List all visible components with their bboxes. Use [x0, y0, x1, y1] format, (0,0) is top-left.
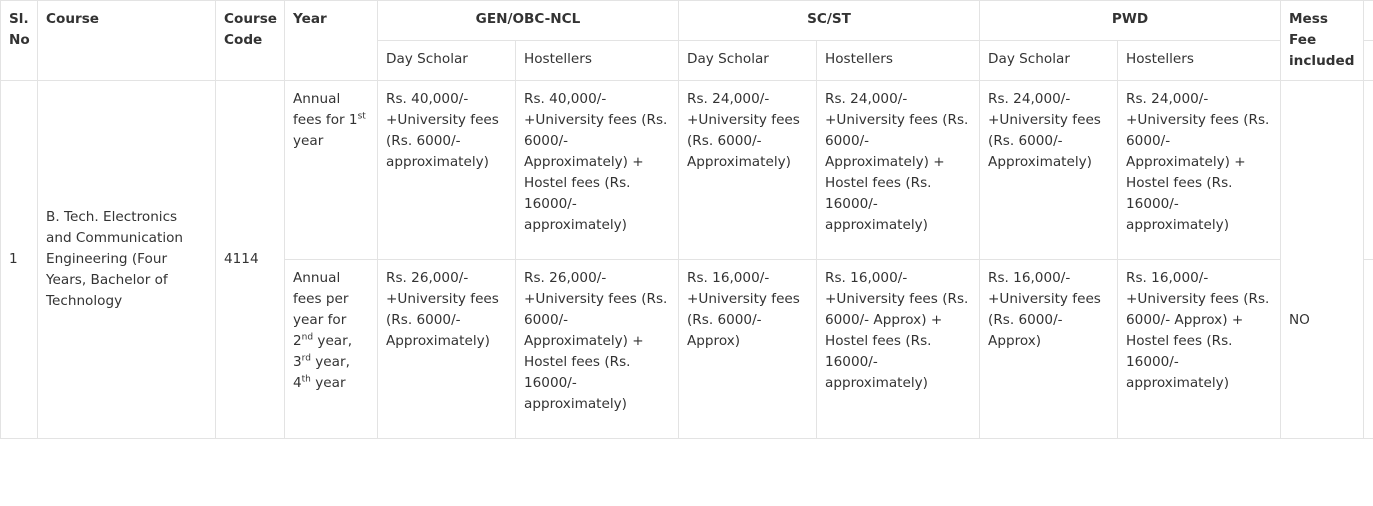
- header-gen-obc-ncl: GEN/OBC-NCL: [378, 1, 679, 41]
- header-year: Year: [285, 1, 378, 81]
- header-pwd: PWD: [980, 1, 1281, 41]
- subheader-pwd-hostellers: Hostellers: [1118, 41, 1281, 81]
- cell-scst-day-y2: Rs. 16,000/- +University fees (Rs. 6000/- Approx): [679, 260, 817, 439]
- year2-sup-3: th: [301, 374, 311, 385]
- year2-text-b: year, 3: [293, 333, 353, 370]
- subheader-scst-day-scholar: Day Scholar: [679, 41, 817, 81]
- cell-year-later: [285, 260, 378, 439]
- year2-text-d: year: [310, 375, 346, 391]
- subheader-gen-day-scholar: Day Scholar: [378, 41, 516, 81]
- cell-course: B. Tech. Electronics and Communication Engineering (Four Years, Bachelor of Technology: [38, 81, 216, 439]
- year2-sup-1: nd: [301, 332, 314, 343]
- year2-sup-2: rd: [301, 353, 311, 364]
- header-row-1: [1, 1, 1373, 41]
- header-sl-no: Sl. No: [1, 1, 38, 81]
- cell-scst-host-y2: Rs. 16,000/- +University fees (Rs. 6000/- Approx) + Hostel fees (Rs. 16000/- approximately): [817, 260, 980, 439]
- year1-sup: st: [357, 111, 366, 122]
- cell-course-code: 4114: [216, 81, 285, 439]
- year2-text-a: Annual fees per year for 2: [293, 270, 349, 349]
- header-course: Course: [38, 1, 216, 81]
- cell-extra-y2: [1364, 260, 1373, 439]
- cell-pwd-host-y1: Rs. 24,000/- +University fees (Rs. 6000/- Approximately) + Hostel fees (Rs. 16000/- approximately): [1118, 81, 1281, 260]
- subheader-pwd-day-scholar: Day Scholar: [980, 41, 1118, 81]
- cell-gen-day-y1: Rs. 40,000/- +University fees (Rs. 6000/- approximately): [378, 81, 516, 260]
- cell-extra-y1: [1364, 81, 1373, 260]
- cell-pwd-day-y1: Rs. 24,000/- +University fees (Rs. 6000/- Approximately): [980, 81, 1118, 260]
- cell-pwd-day-y2: Rs. 16,000/- +University fees (Rs. 6000/- Approx): [980, 260, 1118, 439]
- header-extra: [1364, 1, 1373, 41]
- header-mess-fee: Mess Fee included: [1281, 1, 1364, 81]
- header-sc-st: SC/ST: [679, 1, 980, 41]
- cell-gen-host-y1: Rs. 40,000/- +University fees (Rs. 6000/- Approximately) + Hostel fees (Rs. 16000/- approximately): [516, 81, 679, 260]
- cell-year-first: [285, 81, 378, 260]
- cell-scst-day-y1: Rs. 24,000/- +University fees (Rs. 6000/- Approximately): [679, 81, 817, 260]
- header-course-code: Course Code: [216, 1, 285, 81]
- cell-pwd-host-y2: Rs. 16,000/- +University fees (Rs. 6000/- Approx) + Hostel fees (Rs. 16000/- approximately): [1118, 260, 1281, 439]
- subheader-scst-hostellers: Hostellers: [817, 41, 980, 81]
- year1-text-b: year: [293, 133, 324, 149]
- subheader-extra: [1364, 41, 1373, 81]
- cell-gen-host-y2: Rs. 26,000/- +University fees (Rs. 6000/- Approximately) + Hostel fees (Rs. 16000/- approximately): [516, 260, 679, 439]
- cell-gen-day-y2: Rs. 26,000/- +University fees (Rs. 6000/- Approximately): [378, 260, 516, 439]
- cell-mess-fee: NO: [1281, 81, 1364, 439]
- table-row: [1, 81, 1373, 260]
- subheader-gen-hostellers: Hostellers: [516, 41, 679, 81]
- cell-sl-no: 1: [1, 81, 38, 439]
- year1-text-a: Annual fees for 1: [293, 91, 358, 128]
- year2-text-c: year, 4: [293, 354, 350, 391]
- cell-scst-host-y1: Rs. 24,000/- +University fees (Rs. 6000/- Approximately) + Hostel fees (Rs. 16000/- approximately): [817, 81, 980, 260]
